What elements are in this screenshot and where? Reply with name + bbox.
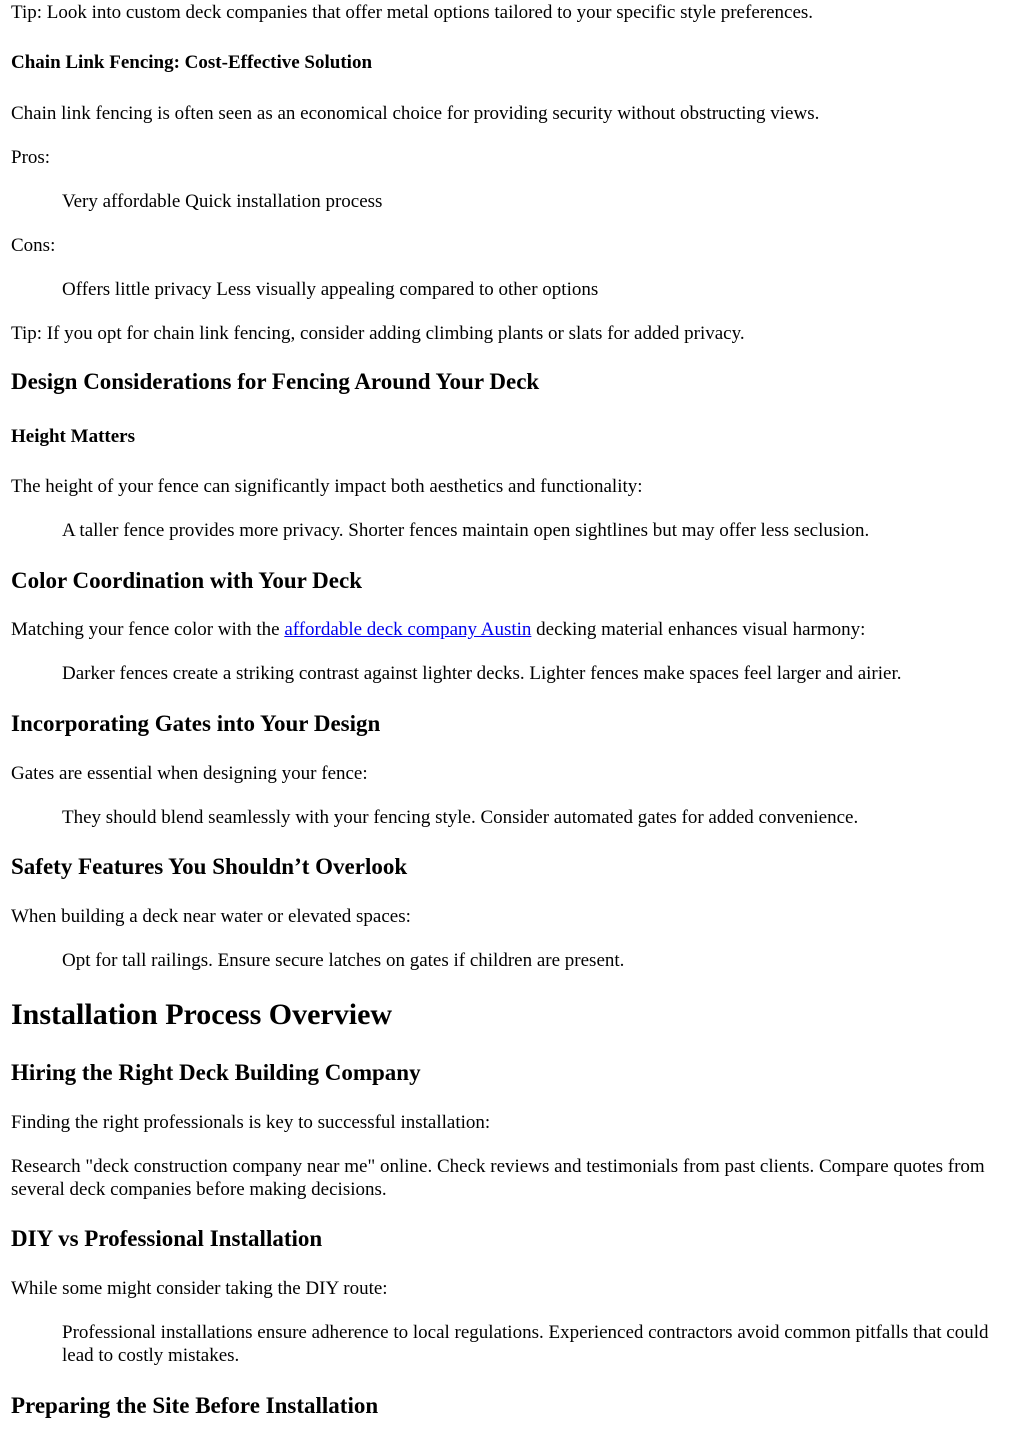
safety-list: Opt for tall railings. Ensure secure latches on gates if children are present.	[62, 950, 625, 971]
affordable-deck-company-link[interactable]: affordable deck company Austin	[284, 619, 532, 640]
tip-metal-paragraph: Tip: Look into custom deck companies that offer metal options tailored to your specific style preferences.	[11, 2, 814, 23]
color-paragraph	[11, 618, 865, 641]
color-list: Darker fences create a striking contrast against lighter decks. Lighter fences make spaces feel larger and airier.	[62, 663, 902, 684]
color-text-after: decking material enhances visual harmony:	[531, 619, 866, 640]
pros-list: Very affordable Quick installation process	[62, 191, 383, 212]
diy-heading: DIY vs Professional Installation	[11, 1226, 323, 1251]
diy-paragraph: While some might consider taking the DIY route:	[11, 1278, 388, 1299]
gates-heading: Incorporating Gates into Your Design	[11, 711, 381, 736]
research-paragraph: Research "deck construction company near me" online. Check reviews and testimonials from past clients. Compare quotes from several deck companies before making decisions.	[11, 1156, 985, 1200]
chain-link-heading: Chain Link Fencing: Cost-Effective Solution	[11, 52, 373, 73]
chain-link-paragraph: Chain link fencing is often seen as an economical choice for providing security without obstructing views.	[11, 103, 820, 124]
color-text-before: Matching your fence color with the	[11, 619, 285, 640]
design-considerations-heading: Design Considerations for Fencing Around Your Deck	[11, 369, 540, 394]
pros-label: Pros:	[11, 147, 51, 168]
color-heading: Color Coordination with Your Deck	[11, 568, 362, 593]
height-heading: Height Matters	[11, 426, 135, 447]
cons-list: Offers little privacy Less visually appealing compared to other options	[62, 279, 599, 300]
gates-list: They should blend seamlessly with your fencing style. Consider automated gates for added convenience.	[62, 807, 859, 828]
cons-label: Cons:	[11, 235, 56, 256]
height-paragraph: The height of your fence can significantly impact both aesthetics and functionality:	[11, 476, 643, 497]
tip-chain-paragraph: Tip: If you opt for chain link fencing, consider adding climbing plants or slats for added privacy.	[11, 323, 745, 344]
height-list: A taller fence provides more privacy. Shorter fences maintain open sightlines but may offer less seclusion.	[62, 520, 870, 541]
safety-heading: Safety Features You Shouldn’t Overlook	[11, 854, 408, 879]
hiring-heading: Hiring the Right Deck Building Company	[11, 1060, 421, 1085]
hiring-paragraph: Finding the right professionals is key to successful installation:	[11, 1112, 491, 1133]
preparing-heading: Preparing the Site Before Installation	[11, 1393, 379, 1418]
gates-paragraph: Gates are essential when designing your fence:	[11, 763, 368, 784]
safety-paragraph: When building a deck near water or elevated spaces:	[11, 906, 411, 927]
diy-list: Professional installations ensure adherence to local regulations. Experienced contractors avoid common pitfalls that could lead to costly mistakes.	[62, 1322, 989, 1366]
installation-heading: Installation Process Overview	[11, 998, 393, 1031]
